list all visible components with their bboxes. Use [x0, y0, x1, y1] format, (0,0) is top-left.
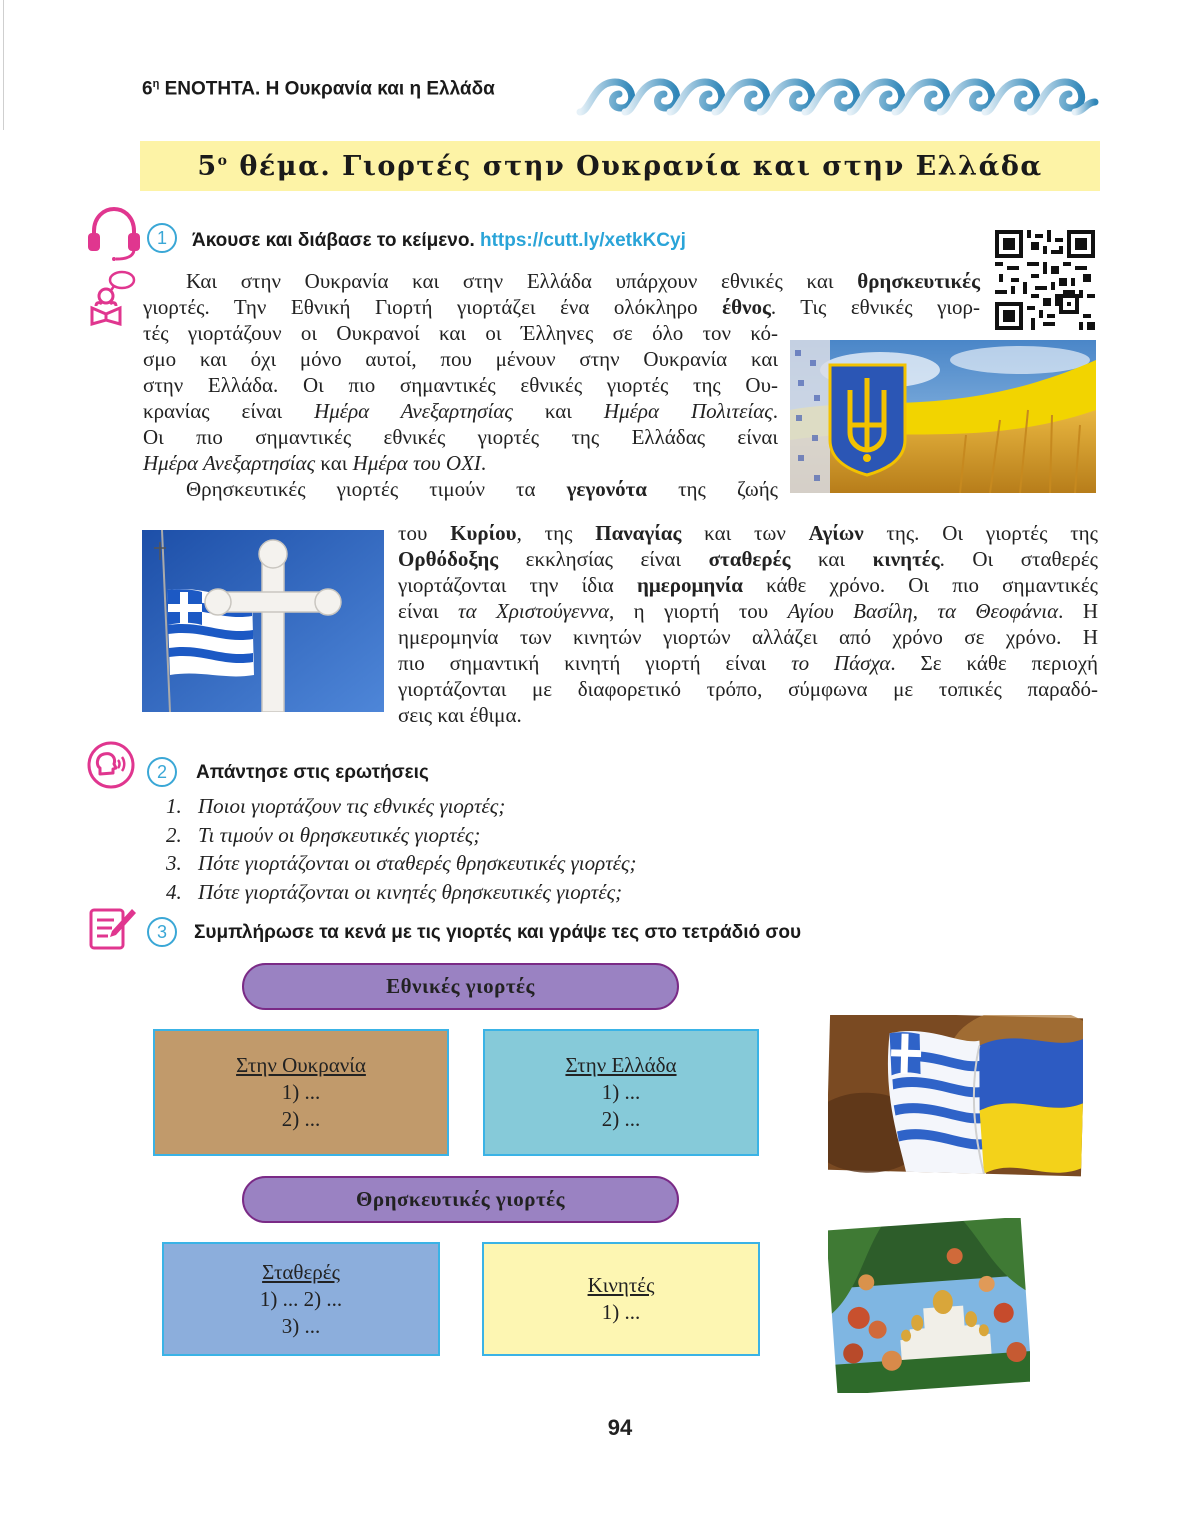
ukraine-flag-wheat-image: [790, 340, 1096, 493]
task-2-instruction: Απάντησε στις ερωτήσεις: [196, 762, 429, 783]
box-title: Στην Ουκρανία: [236, 1053, 366, 1077]
paragraph-religious: του Κυρίου, της Παναγίας και των Αγίων της. Οι γιορτές της Ορθόδοξης εκκλησίας είναι σταθερές και κινητές. Οι σταθερές γιορτάζονται την ίδια ημερομηνία κάθε χρόνο. Οι πιο σημαντικές είναι τα Χριστούγεννα, η γιορτή του Αγίου Βασίλη, τα Θεοφάνια. Η ημερομηνία των κινητών γιορτών αλλάζει από χρόνο σε χρόνο. Η πιο σημαντική κινητή γιορτή είναι το Πάσχα. Σε κάθε περιοχή γιορτάζονται με διαφορετικό τρόπο, σύμφωνα με τοπικές παραδό- σεις και έθιμα.: [398, 521, 1098, 727]
reading-icon: [88, 270, 138, 326]
question-item: 4. Πότε γιορτάζονται οι κινητές θρησκευτικές γιορτές;: [166, 879, 623, 904]
national-holidays-header: Εθνικές γιορτές: [242, 963, 679, 1010]
blank-line: 2) ...: [281, 1107, 321, 1131]
task-1-instruction: Άκουσε και διάβασε το κείμενο. https://cutt.ly/xetkKCyj: [192, 230, 686, 251]
speaking-icon: [86, 740, 136, 790]
page-edge-rule: [0, 0, 4, 130]
lesson-title: $5^o$ θέμα. Γιορτές στην Ουκρανία και στην Ελλάδα: [197, 150, 1043, 182]
audio-link[interactable]: https://cutt.ly/xetkKCyj: [480, 230, 686, 251]
headphones-icon: [86, 205, 142, 261]
writing-icon: [88, 905, 138, 951]
qr-code[interactable]: [995, 230, 1095, 330]
box-title: Κινητές: [587, 1273, 655, 1297]
movable-holidays-box: [482, 1242, 760, 1356]
question-item: 1. Ποιοι γιορτάζουν τις εθνικές γιορτές;: [166, 794, 506, 818]
task-number-1: 1: [147, 223, 177, 253]
question-item: 3. Πότε γιορτάζονται οι σταθερές θρησκευτικές γιορτές;: [166, 851, 637, 875]
greek-flag-cross-image: [142, 530, 384, 712]
task-number-3: 3: [147, 917, 177, 947]
task-number-2: 2: [147, 757, 177, 787]
ukraine-holidays-box: [153, 1029, 449, 1156]
question-item: 2. Τι τιμούν οι θρησκευτικές γιορτές;: [166, 822, 481, 847]
church-apples-image: [828, 1218, 1030, 1393]
task-3-instruction: Συμπλήρωσε τα κενά με τις γιορτές και γράψε τες στο τετράδιό σου: [194, 922, 802, 943]
greece-holidays-box: [483, 1029, 759, 1156]
blank-line: 3) ...: [281, 1313, 321, 1338]
lesson-title-band: [140, 141, 1100, 191]
blank-line: 1) ...: [601, 1300, 641, 1324]
box-title: Σταθερές: [262, 1259, 340, 1284]
box-title: Στην Ελλάδα: [565, 1053, 677, 1077]
wave-decoration: [575, 72, 1100, 118]
blank-line: 1) ...: [601, 1080, 641, 1104]
religious-holidays-header: Θρησκευτικές γιορτές: [242, 1176, 679, 1223]
paragraph-national: Και στην Ουκρανία και στην Ελλάδα υπάρχουν εθνικές και θρησκευτικές γιορτές. Την Εθνική Γιορτή γιορτάζει ένα ολόκληρο έθνος. Τις εθνικές γιορ-: [143, 269, 980, 319]
blank-line: 1) ...: [281, 1080, 321, 1104]
greek-ukrainian-flags-image: [828, 1015, 1083, 1178]
blank-line: 2) ...: [601, 1107, 641, 1131]
question-list: [166, 792, 637, 906]
fixed-holidays-box: [162, 1242, 440, 1356]
page-number: 94: [607, 1415, 633, 1440]
blank-line: 1) ... 2) ...: [259, 1286, 343, 1311]
unit-header: $6^\eta$ ΕΝΟΤΗΤΑ. Η Ουκρανία και η Ελλάδα: [142, 78, 495, 100]
paragraph-national-cont: τές γιορτάζουν οι Ουκρανοί και οι Έλληνες σε όλο τον κό- σμο και όχι μόνο αυτοί, που μένουν στην Ουκρανία και στην Ελλάδα. Οι πιο σημαντικές εθνικές γιορτές της Ου- κρανίας είναι Ημέρα Ανεξαρτησίας και Ημέρα Πολιτείας. Οι πιο σημαντικές εθνικές γιορτές της Ελλάδας είναι Ημέρα Ανεξαρτησίας και Ημέρα του ΟΧΙ. Θρησκευτικές γιορτές τιμούν τα γεγονότα της ζωής: [143, 321, 779, 501]
